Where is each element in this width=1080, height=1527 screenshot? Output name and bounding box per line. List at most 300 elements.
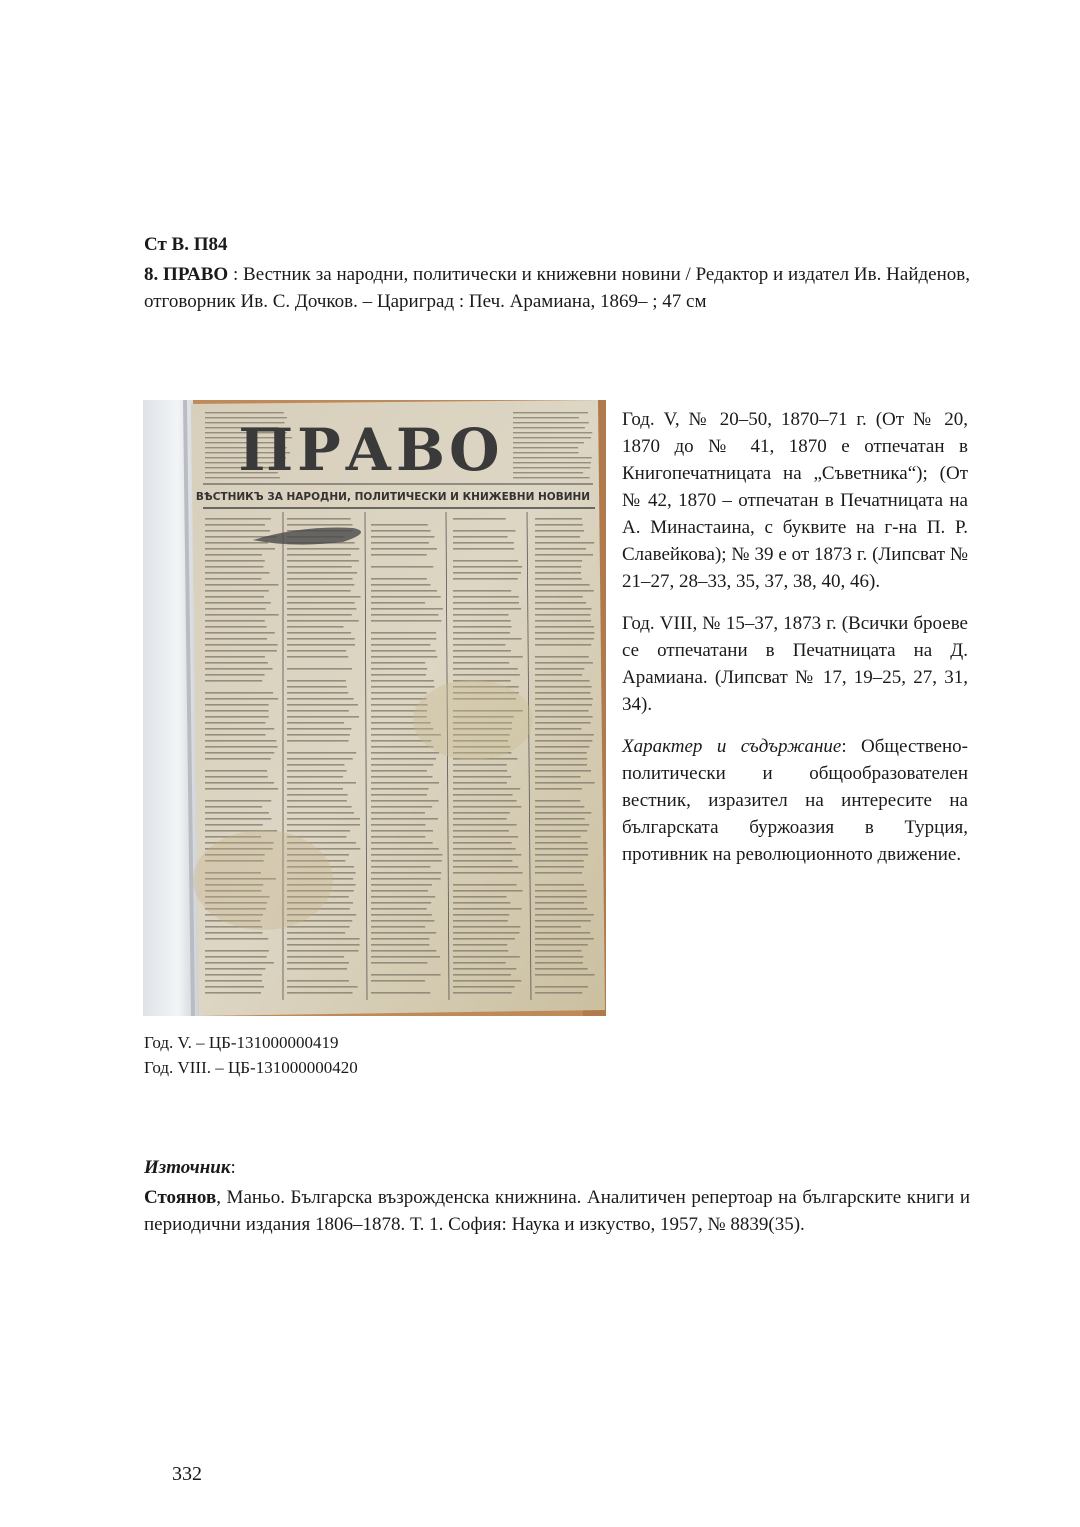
newspaper-text-line [205,542,268,544]
newspaper-text-line [513,427,585,428]
newspaper-text-line [205,584,278,586]
newspaper-text-line [535,698,593,700]
newspaper-text-line [371,836,425,838]
newspaper-text-line [205,962,274,964]
newspaper-text-line [287,944,360,946]
newspaper-text-line [371,530,431,532]
newspaper-text-line [535,854,588,856]
newspaper-text-line [535,644,591,646]
newspaper-text-line [453,782,507,784]
newspaper-text-line [371,656,437,658]
newspaper-text-line [535,656,589,658]
newspaper-text-line [287,692,348,694]
newspaper-text-line [453,860,512,862]
newspaper-text-line [453,770,507,772]
newspaper-text-line [371,554,427,556]
newspaper-text-line [371,614,439,616]
newspaper-text-line [371,584,431,586]
newspaper-text-line [535,626,594,628]
newspaper-text-line [453,674,520,676]
newspaper-text-line [453,530,515,532]
newspaper-text-line [371,866,430,868]
newspaper-text-line [205,980,262,982]
newspaper-text-line [453,542,514,544]
newspaper-text-line [205,734,266,736]
newspaper-text-line [287,794,348,796]
newspaper-text-line [535,830,587,832]
newspaper-text-line [371,824,426,826]
newspaper-text-line [205,776,268,778]
newspaper-text-line [371,698,427,700]
holding-item: Год. VIII. – ЦБ-131000000420 [144,1058,358,1077]
newspaper-text-line [371,536,434,538]
newspaper-text-line [535,812,591,814]
newspaper-text-line [287,986,358,988]
character-label: Характер и съдържание [622,736,842,757]
newspaper-text-line [453,620,511,622]
newspaper-text-line [287,938,360,940]
newspaper-text-line [453,626,512,628]
newspaper-text-line [287,734,350,736]
newspaper-text-line [371,962,427,964]
volume-viii-note: Год. VIII, № 15–37, 1873 г. (Всички броеве се отпечатани в Печатницата на Д. Арамиана. (Липсват № 17, 19–25, 27, 31, 34). [622,613,968,715]
newspaper-text-line [287,800,347,802]
newspaper-text-line [513,412,588,413]
newspaper-text-line [513,437,591,438]
newspaper-text-line [287,554,351,556]
newspaper-text-line [513,447,578,448]
newspaper-text-line [205,746,278,748]
newspaper-text-line [287,548,359,550]
newspaper-text-line [535,704,592,706]
newspaper-text-line [453,938,515,940]
newspaper-text-line [371,752,439,754]
newspaper-text-line [535,746,589,748]
newspaper-text-line [371,806,432,808]
newspaper-text-line [371,944,429,946]
newspaper-text-line [371,632,436,634]
newspaper-text-line [535,782,595,784]
newspaper-text-line [453,836,518,838]
newspaper-text-line [205,710,269,712]
description-column [622,406,968,883]
newspaper-text-line [287,578,353,580]
newspaper-text-line [453,668,518,670]
newspaper-text-line [371,770,427,772]
newspaper-text-line [205,782,274,784]
newspaper-text-line [205,770,267,772]
newspaper-text-line [535,842,587,844]
newspaper-text-line [453,662,509,664]
newspaper-text-line [535,536,580,538]
newspaper-text-line [371,914,432,916]
newspaper-text-line [535,752,587,754]
newspaper-text-line [371,818,438,820]
source-citation [144,1184,970,1238]
newspaper-text-line [535,596,583,598]
newspaper-text-line [453,590,511,592]
newspaper-text-line [453,596,519,598]
newspaper-text-line [205,932,263,934]
newspaper-text-line [453,776,511,778]
newspaper-text-line [535,836,581,838]
newspaper-text-line [453,956,520,958]
newspaper-text-line [205,602,271,604]
newspaper-text-line [287,608,356,610]
newspaper-text-line [287,830,350,832]
newspaper-text-line [371,800,439,802]
newspaper-text-line [535,962,583,964]
masthead-title: ПРАВО [238,416,504,484]
newspaper-text-line [535,800,580,802]
newspaper-text-line [453,830,509,832]
newspaper-text-line [287,626,344,628]
newspaper-text-line [371,764,433,766]
newspaper-text-line [287,764,344,766]
newspaper-text-line [205,950,269,952]
newspaper-text-line [371,794,427,796]
newspaper-text-line [205,680,262,682]
source-heading [144,1157,236,1179]
newspaper-text-line [453,962,506,964]
newspaper-text-line [453,788,520,790]
volume-v-note: Год. V, № 20–50, 1870–71 г. (От № 20, 1870 до № 41, 1870 е отпечатан в Книгопечатницата на „Съветника“); (От № 42, 1870 – отпечатан в Печатницата на А. Минастаина, с буквите на г-на П. Р. Славейкова); № 39 е от 1873 г. (Липсват № 21–27, 28–33, 35, 37, 38, 40, 46). [622,409,968,592]
newspaper-text-line [287,584,354,586]
newspaper-text-line [535,866,584,868]
newspaper-text-line [453,656,523,658]
newspaper-text-line [535,578,582,580]
character-note [622,733,968,868]
newspaper-text-line [371,902,431,904]
newspaper-text-line [453,914,509,916]
newspaper-text-line [453,536,508,538]
masthead-subtitle: ВѢСТНИКЪ ЗА НАРОДНИ, ПОЛИТИЧЕСКИ И КНИЖЕВНИ НОВИНИ [195,491,591,503]
newspaper-text-line [287,728,352,730]
newspaper-text-line [535,974,595,976]
newspaper-text-line [535,932,590,934]
newspaper-text-line [205,644,278,646]
newspaper-text-line [453,986,515,988]
newspaper-text-line [453,572,521,574]
newspaper-text-line [371,608,443,610]
newspaper-text-line [453,764,507,766]
newspaper-text-line [371,890,428,892]
newspaper-text-line [535,560,582,562]
newspaper-text-line [371,758,436,760]
newspaper-text-line [513,452,579,453]
newspaper-text-line [371,980,425,982]
newspaper-text-line [287,926,350,928]
newspaper-text-line [371,812,425,814]
newspaper-text-line [287,992,353,994]
newspaper-text-line [371,746,433,748]
newspaper-text-line [205,548,275,550]
newspaper-text-line [205,608,266,610]
newspaper-text-line [371,860,442,862]
newspaper-text-line [371,692,427,694]
newspaper-text-line [287,704,358,706]
newspaper-text-line [535,872,582,874]
newspaper-text-line [535,692,590,694]
newspaper-text-line [453,602,519,604]
newspaper-text-line [513,472,583,473]
newspaper-text-line [287,524,353,526]
newspaper-text-line [287,824,360,826]
newspaper-text-line [371,854,442,856]
newspaper-text-line [453,968,516,970]
newspaper-text-line [205,740,276,742]
newspaper-text-line [453,824,517,826]
newspaper-text-line [287,668,352,670]
newspaper-text-line [535,572,581,574]
newspaper-text-line [287,614,352,616]
newspaper-text-line [535,770,591,772]
newspaper-text-line [287,686,347,688]
newspaper-text-line [535,944,588,946]
newspaper-text-line [453,872,523,874]
newspaper-text-line [371,782,439,784]
newspaper-text-line [535,956,583,958]
newspaper-text-line [287,560,359,562]
newspaper-text-line [453,980,521,982]
newspaper-text-line [371,602,425,604]
newspaper-text-line [453,884,517,886]
newspaper-text-line [535,740,592,742]
newspaper-text-line [287,638,355,640]
newspaper-text-line [535,518,582,520]
newspaper-text-line [535,524,583,526]
newspaper-text-line [535,890,587,892]
newspaper-text-line [535,926,581,928]
shelfmark: Ст В. П84 [144,234,228,255]
newspaper-text-line [205,554,262,556]
newspaper-text-line [453,812,510,814]
newspaper-text-line [513,417,579,418]
newspaper-text-line [371,950,436,952]
newspaper-text-line [453,818,507,820]
newspaper-text-line [371,878,441,880]
newspaper-text-line [371,848,439,850]
newspaper-text-line [205,698,278,700]
newspaper-text-line [535,950,582,952]
newspaper-text-line [205,674,265,676]
newspaper-text-line [371,992,430,994]
newspaper-text-line [205,650,277,652]
newspaper-text-line [513,432,592,433]
newspaper-text-line [205,572,270,574]
newspaper-text-line [535,584,590,586]
newspaper-text-line [205,806,262,808]
entry-title: 8. ПРАВО [144,264,229,285]
newspaper-text-line [287,782,356,784]
newspaper-text-line [287,716,359,718]
newspaper-text-line [205,632,275,634]
newspaper-text-line [453,806,521,808]
newspaper-text-line [287,710,349,712]
newspaper-text-line [371,596,441,598]
newspaper-text-line [453,920,508,922]
newspaper-text-line [453,950,508,952]
newspaper-text-line [535,728,582,730]
newspaper-text-line [287,770,347,772]
newspaper-text-line [205,656,265,658]
newspaper-text-line [535,968,588,970]
newspaper-text-line [513,467,590,468]
newspaper-text-line [535,914,594,916]
newspaper-text-line [535,806,584,808]
newspaper-text-line [205,614,279,616]
newspaper-text-line [205,800,271,802]
newspaper-text-line [535,668,584,670]
newspaper-text-line [535,896,587,898]
newspaper-text-line [535,860,584,862]
newspaper-text-line [371,674,426,676]
newspaper-text-line [535,992,582,994]
newspaper-text-line [453,548,514,550]
entry-description: : Вестник за народни, политически и книжевни новини / Редактор и издател Ив. Найденов, отговорник Ив. С. Дочков. – Цариград : Печ. Арамиана, 1869– ; 47 см [144,264,970,312]
newspaper-text-line [453,578,518,580]
newspaper-text-line [205,524,265,526]
newspaper-text-line [205,662,268,664]
newspaper-text-line [205,704,269,706]
newspaper-text-line [535,764,587,766]
newspaper-text-line [205,758,271,760]
newspaper-text-line [453,842,512,844]
newspaper-text-line [371,620,441,622]
newspaper-text-line [535,548,586,550]
newspaper-text-line [371,776,433,778]
newspaper-text-line [205,824,263,826]
newspaper-text-line [287,776,343,778]
newspaper-text-line [453,518,506,520]
newspaper-text-line [205,620,265,622]
newspaper-text-line [513,442,584,443]
newspaper-text-line [205,566,263,568]
newspaper-text-line [535,776,581,778]
source-text: , Маньо. Българска възрожденска книжнина. Аналитичен репертоар на българските книги и периодични издания 1806–1878. Т. 1. София: Наука и изкуство, 1957, № 8839(35). [144,1187,970,1235]
newspaper-text-line [453,614,509,616]
newspaper-text-line [371,548,437,550]
newspaper-text-line [371,830,433,832]
newspaper-photo-svg [143,400,606,1016]
newspaper-text-line [535,662,593,664]
holdings-list [144,1030,358,1080]
newspaper-text-line [287,596,361,598]
newspaper-text-line [205,968,266,970]
newspaper-text-line [535,722,591,724]
newspaper-text-line [287,932,345,934]
newspaper-text-line [205,560,265,562]
newspaper-text-line [287,950,359,952]
newspaper-text-line [287,980,349,982]
newspaper-text-line [371,956,440,958]
newspaper-text-line [371,524,428,526]
newspaper-text-line [371,662,425,664]
newspaper-text-line [513,477,590,478]
newspaper-text-line [535,674,582,676]
newspaper-text-line [205,722,265,724]
newspaper-text-line [287,602,355,604]
newspaper-text-line [287,566,352,568]
page-number: 332 [172,1463,202,1485]
newspaper-text-line [287,698,354,700]
newspaper-text-line [287,818,360,820]
newspaper-text-line [453,974,511,976]
newspaper-text-line [535,818,585,820]
newspaper-text-line [453,866,518,868]
newspaper-text-line [371,686,435,688]
newspaper-text-line [205,596,264,598]
character-text: : Обществено-политически и общообразователен вестник, изразител на интересите на българската буржоазия в Турция, противник на революционното движение. [622,736,968,865]
newspaper-text-line [453,848,516,850]
newspaper-text-line [371,680,434,682]
newspaper-text-line [371,938,429,940]
newspaper-text-line [535,734,594,736]
newspaper-text-line [205,626,267,628]
newspaper-text-line [205,986,264,988]
newspaper-text-line [535,758,587,760]
newspaper-text-line [453,650,511,652]
newspaper-text-line [535,614,590,616]
newspaper-text-line [453,800,517,802]
newspaper-text-line [453,632,510,634]
newspaper-text-line [535,602,586,604]
newspaper-text-line [453,560,518,562]
newspaper-text-line [287,620,359,622]
newspaper-text-line [535,566,581,568]
newspaper-text-line [453,644,506,646]
newspaper-text-line [205,638,267,640]
newspaper-text-line [287,752,356,754]
newspaper-text-line [371,668,427,670]
newspaper-text-line [535,788,582,790]
newspaper-text-line [205,974,262,976]
newspaper-text-line [535,554,593,556]
catalog-entry [144,261,970,315]
newspaper-text-line [371,644,430,646]
newspaper-text-line [205,812,269,814]
newspaper-text-line [535,638,594,640]
newspaper-text-line [205,992,261,994]
newspaper-text-line [453,608,521,610]
newspaper-text-line [535,986,588,988]
newspaper-text-line [287,956,344,958]
newspaper-text-line [371,638,436,640]
newspaper-text-line [371,590,437,592]
newspaper-text-line [535,590,594,592]
newspaper-text-line [535,920,591,922]
newspaper-text-line [453,992,512,994]
newspaper-text-line [535,884,584,886]
newspaper-text-line [371,908,427,910]
newspaper-text-line [371,842,433,844]
source-author: Стоянов [144,1187,217,1208]
newspaper-text-line [453,944,507,946]
newspaper-photo [143,400,606,1016]
newspaper-text-line [453,932,520,934]
newspaper-text-line [535,608,592,610]
newspaper-text-line [287,590,351,592]
newspaper-text-line [535,938,594,940]
newspaper-text-line [205,668,273,670]
newspaper-text-line [371,578,427,580]
source-colon: : [230,1157,236,1178]
newspaper-text-line [453,926,520,928]
newspaper-text-line [453,908,522,910]
newspaper-text-line [371,872,441,874]
newspaper-text-line [453,794,513,796]
newspaper-text-line [287,644,355,646]
